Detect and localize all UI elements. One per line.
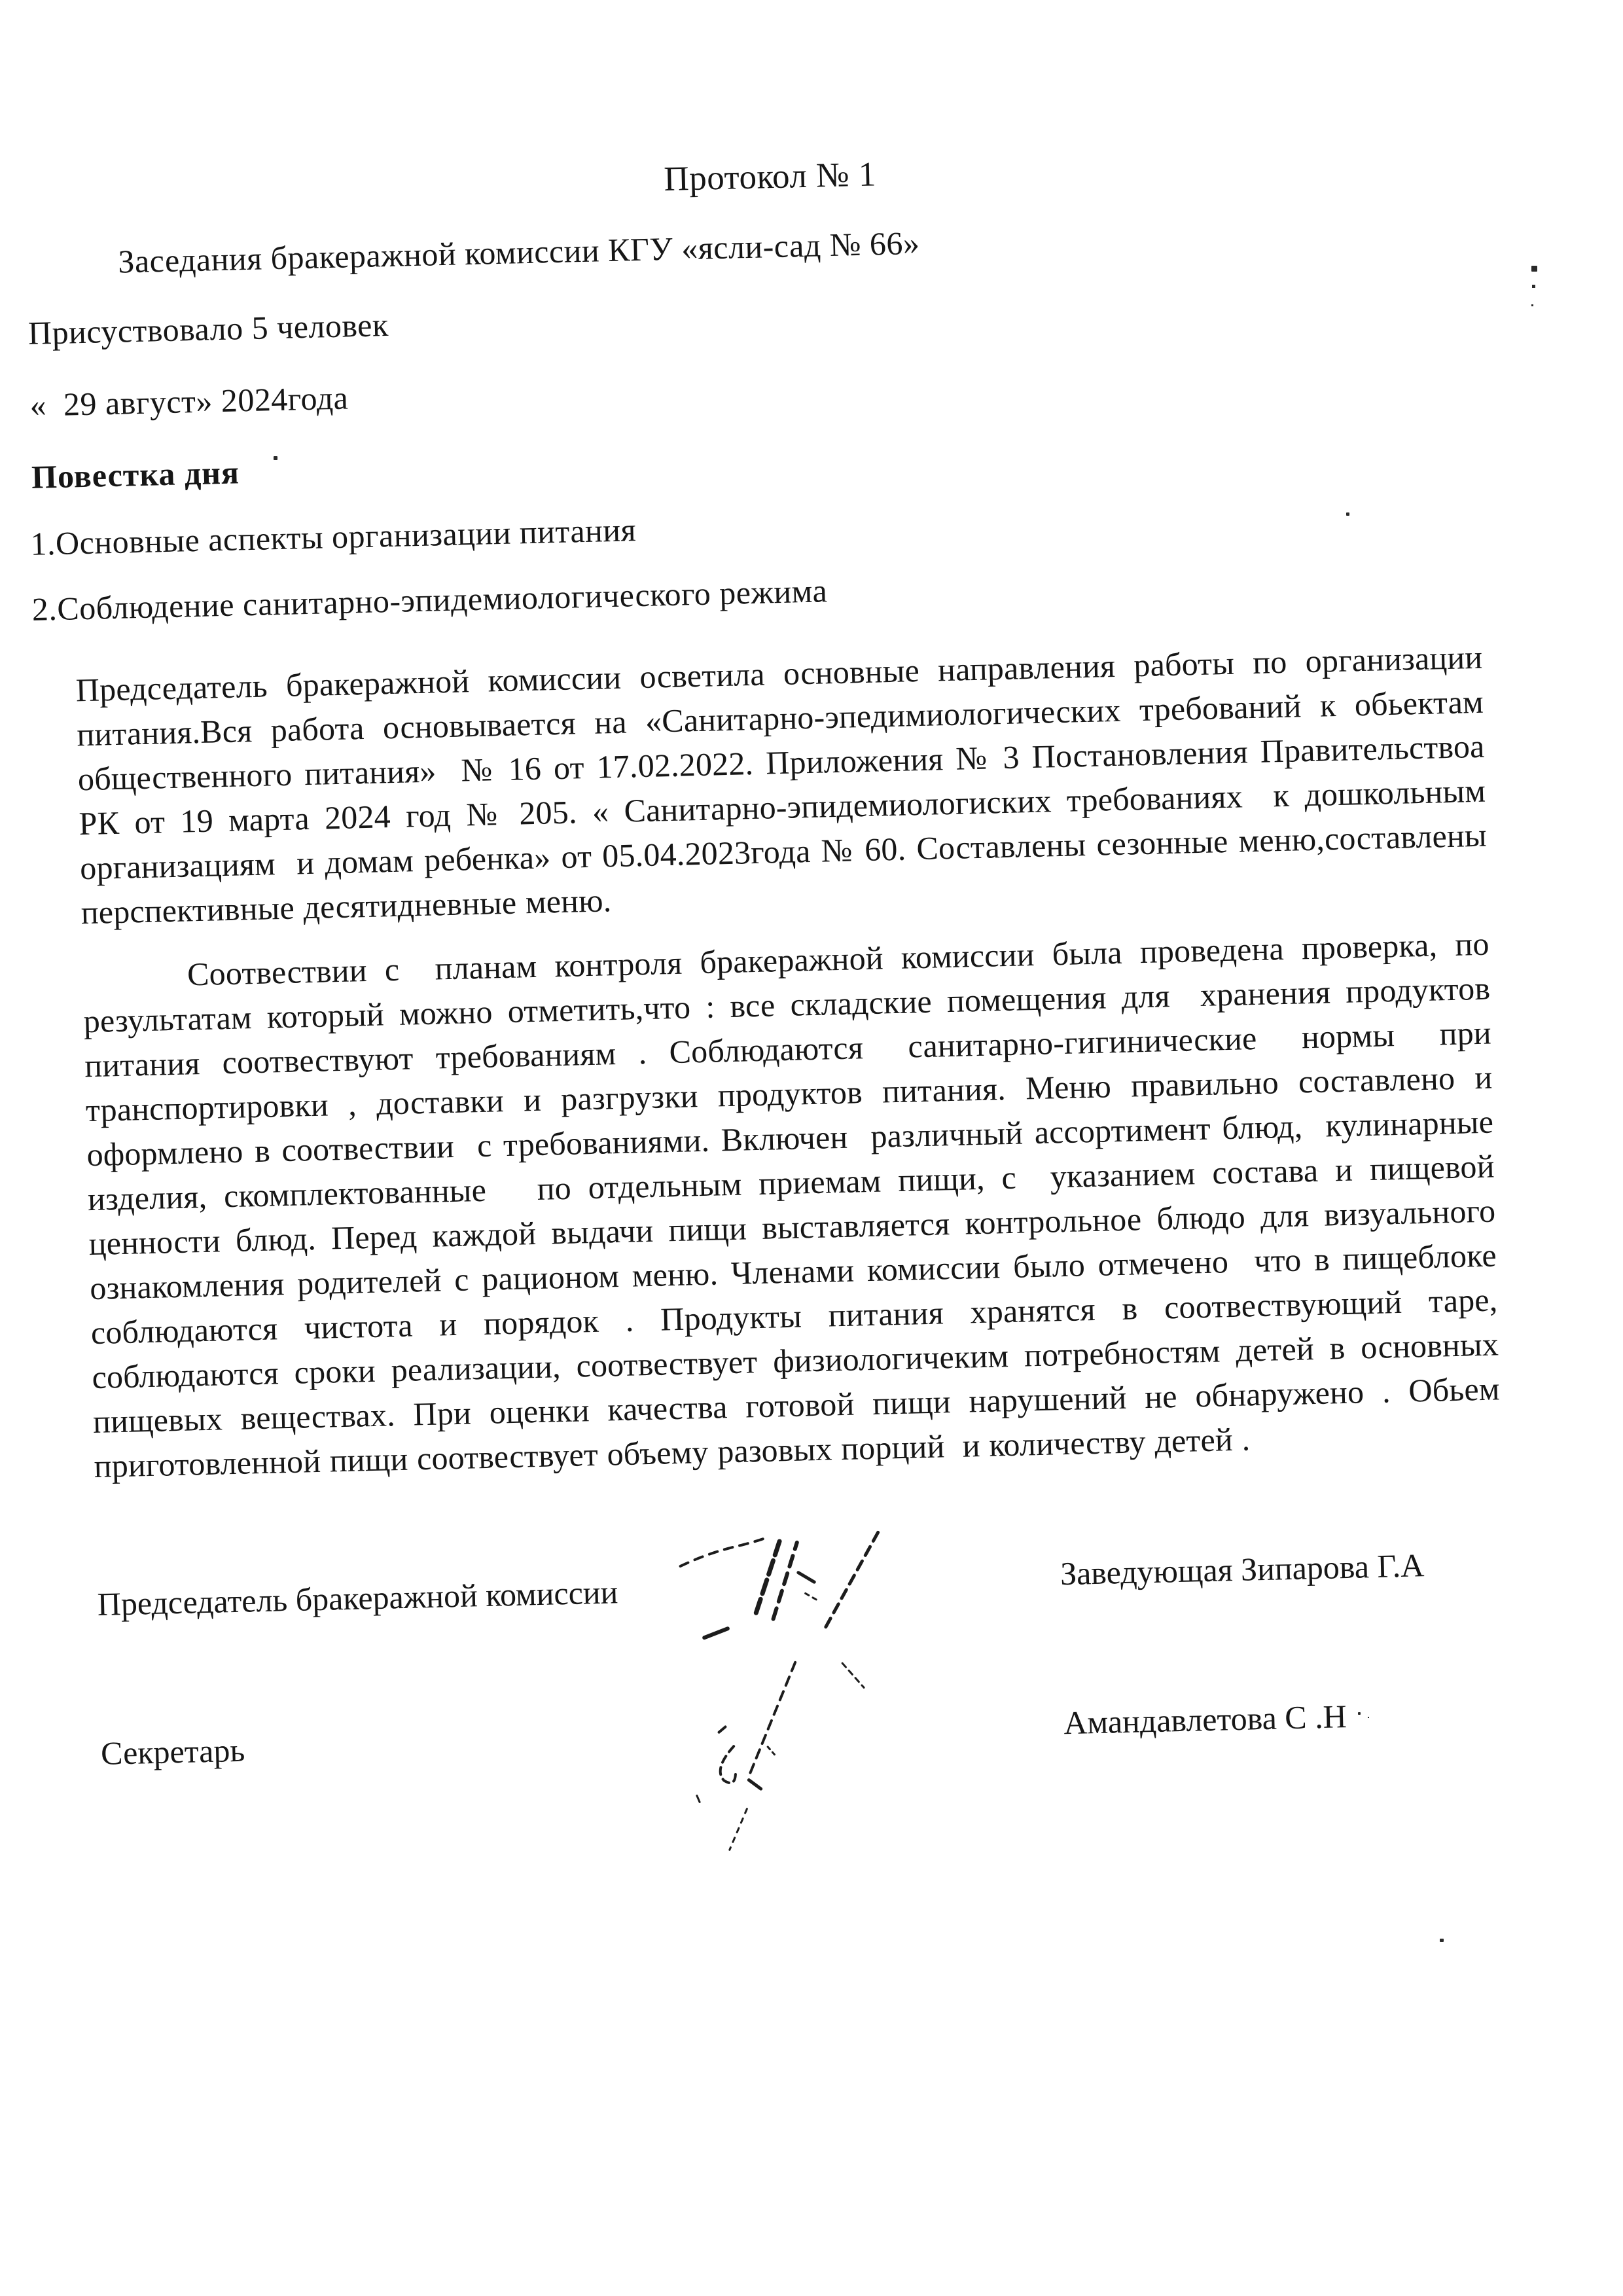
date-line: « 29 август» 2024года [29, 379, 349, 423]
signature-name-chairman: Заведующая Зипарова Г.А [1060, 1547, 1425, 1592]
paragraph-inspection-results: Соотвествии с планам контроля бракеражной комиссии была проведена проверка, по результатам который можно отметить,что : все складские помещения для хранения продуктов питания соотвествуют требованиям . Соблюдаются санитарно-гигинические нормы при транспортировки , доставки и разгрузки продуктов питания. Меню правильно составлено и оформлено в соотвествии с требованиями. Включен различный ассортимент блюд, кулинарные изделия, скомплектованные по отдельным приемам пищи, с указанием состава и пищевой ценности блюд. Перед каждой выдачи пищи выставляется контрольное блюдо для визуального ознакомления родителей с рационом меню. Членами комиссии было отмечено что в пищеблоке соблюдаются чистота и порядок . Продукты питания хранятся в соотвествующий таре, соблюдаются сроки реализации, соотвествует физиологичеким потребностям детей в основных пищевых веществах. При оценки качества готовой пищи нарушений не обнаружено . Обьем приготовленной пищи соотвествует объему разовых порций и количеству детей . [83, 925, 1509, 1485]
signature-name-secretary: Амандавлетова С .Н [1063, 1698, 1347, 1742]
agenda-item-2: 2.Соблюдение санитарно-эпидемиологического режима [31, 572, 828, 628]
scan-artifact-dot [1346, 512, 1349, 516]
signature-row-chairman [14, 1548, 1623, 1628]
document-subtitle: Заседания бракеражной комиссии КГУ «ясли-сад № 66» [117, 224, 921, 280]
document-title: Протокол № 1 [663, 155, 877, 198]
signature-role-secretary: Секретарь [100, 1731, 245, 1772]
scan-artifact-dot [1358, 1712, 1361, 1715]
paragraph-food-organization: Председатель бракеражной комиссии осветила основные направления работы по организации питания.Вся работа основывается на «Санитарно-эпедимиологических требований к обьектам общественного питания» № 16 от 17.02.2022. Приложения № 3 Постановления Правительствоа РК от 19 марта 2024 год № 205. « Санитарно-эпидемиологиских требованиях к дошкольным организациям и домам ребенка» от 05.04.2023года № 60. Составлены сезонные меню,составлены перспективные десятидневные меню. [75, 638, 1496, 931]
signature-role-chairman: Председатель бракеражной комиссии [97, 1573, 618, 1623]
agenda-heading: Повестка дня [31, 454, 240, 495]
scan-artifact-dot [1440, 1939, 1444, 1942]
scan-artifact-dot [274, 456, 277, 460]
scan-artifact-colon-marks [1531, 266, 1537, 272]
agenda-item-1: 1.Основные аспекты организации питания [29, 511, 637, 562]
handwritten-signature-chairman [667, 1493, 901, 1701]
attendance-line: Присуствовало 5 человек [27, 306, 389, 351]
handwritten-signature-secretary [654, 1646, 889, 1867]
signature-row-secretary [18, 1696, 1623, 1776]
